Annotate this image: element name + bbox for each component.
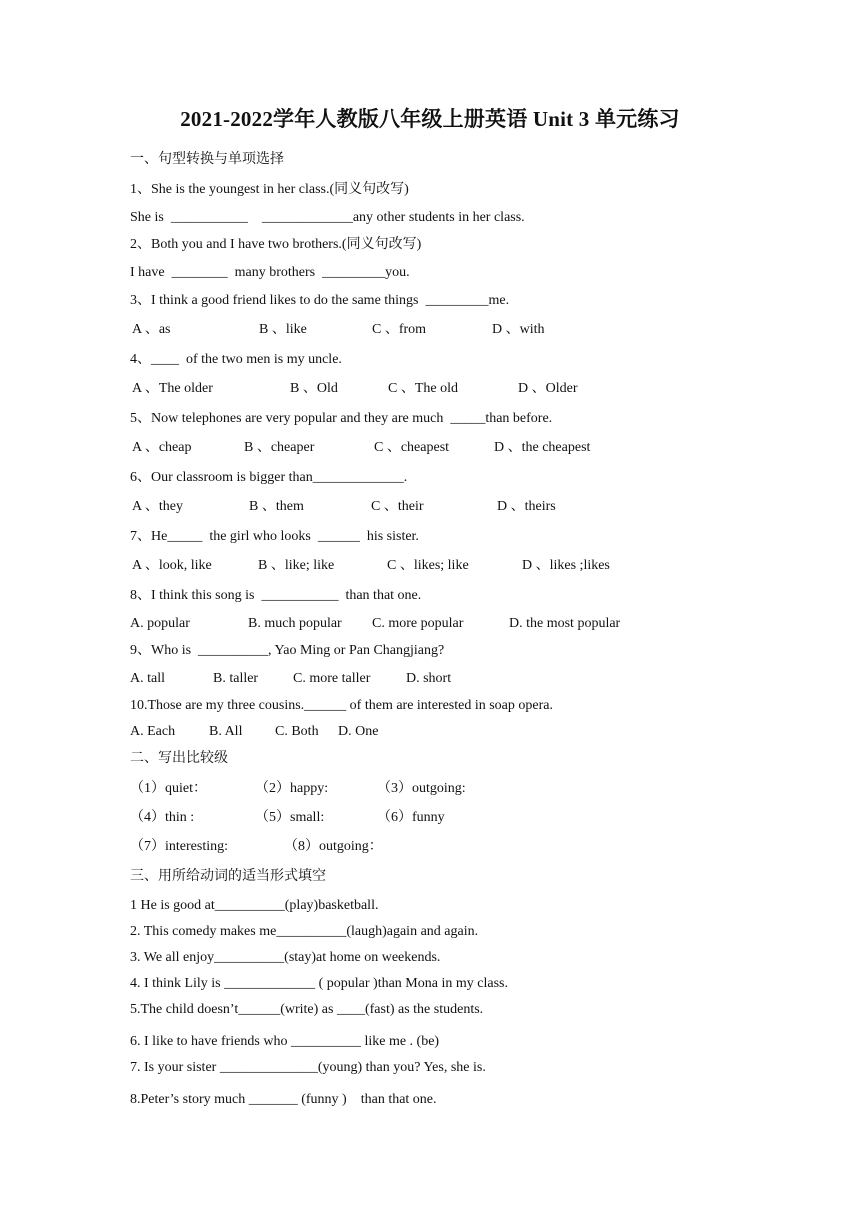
question-10: 10.Those are my three cousins.______ of them are interested in soap opera. <box>130 698 553 713</box>
question-4: 4、____ of the two men is my uncle. <box>130 352 342 367</box>
question-3: 3、I think a good friend likes to do the same things _________me. <box>130 293 510 308</box>
option-d: D 、with <box>492 322 545 337</box>
section-heading-1: 一、句型转换与单项选择 <box>130 152 284 167</box>
fill-in-item: 4. I think Lily is _____________ ( popular )than Mona in my class. <box>130 976 508 991</box>
option-a: A 、look, like <box>132 558 212 573</box>
option-d: D. the most popular <box>509 616 621 631</box>
option-d: D 、likes ;likes <box>522 558 610 573</box>
comparative-item: （6）funny <box>377 810 445 825</box>
option-c: C 、from <box>372 322 427 337</box>
question-6: 6、Our classroom is bigger than_____________. <box>130 470 408 485</box>
option-c: C. more taller <box>293 671 371 686</box>
comparative-item: （1）quiet： <box>130 781 207 796</box>
fill-in-item: 7. Is your sister ______________(young) than you? Yes, she is. <box>130 1060 486 1075</box>
option-b: B 、cheaper <box>244 440 315 455</box>
question-1-answer-line: She is ___________ _____________any other students in her class. <box>130 210 525 225</box>
comparative-item: （3）outgoing: <box>377 781 466 796</box>
option-b: B 、like <box>259 322 307 337</box>
option-c: C. more popular <box>372 616 464 631</box>
comparative-item: （5）small: <box>255 810 325 825</box>
option-d: D. One <box>338 724 379 739</box>
option-a: A 、cheap <box>132 440 192 455</box>
fill-in-item: 1 He is good at__________(play)basketball. <box>130 898 379 913</box>
option-b: B 、Old <box>290 381 338 396</box>
option-a: A. Each <box>130 724 176 739</box>
option-d: D 、theirs <box>497 499 556 514</box>
question-1: 1、She is the youngest in her class.(同义句改写) <box>130 182 409 197</box>
comparative-item: （8）outgoing： <box>284 839 383 854</box>
question-7: 7、He_____ the girl who looks ______ his sister. <box>130 529 419 544</box>
question-2: 2、Both you and I have two brothers.(同义句改写) <box>130 237 422 252</box>
option-b: B 、them <box>249 499 304 514</box>
fill-in-item: 8.Peter’s story much _______ (funny ) than that one. <box>130 1092 437 1107</box>
option-d: D. short <box>406 671 452 686</box>
option-c: C 、likes; like <box>387 558 469 573</box>
option-b: B 、like; like <box>258 558 335 573</box>
fill-in-item: 6. I like to have friends who __________ like me . (be) <box>130 1034 440 1049</box>
option-b: B. much popular <box>248 616 342 631</box>
option-c: C 、The old <box>388 381 458 396</box>
comparative-item: （4）thin : <box>130 810 195 825</box>
fill-in-item: 3. We all enjoy__________(stay)at home on weekends. <box>130 950 441 965</box>
comparative-item: （7）interesting: <box>130 839 228 854</box>
option-b: B. taller <box>213 671 259 686</box>
question-5: 5、Now telephones are very popular and they are much _____than before. <box>130 411 553 426</box>
section-heading-2: 二、写出比较级 <box>130 751 228 766</box>
option-a: A. popular <box>130 616 190 631</box>
question-2-answer-line: I have ________ many brothers _________you. <box>130 265 410 280</box>
option-a: A 、The older <box>132 381 213 396</box>
option-d: D 、Older <box>518 381 578 396</box>
page-title: 2021-2022学年人教版八年级上册英语 Unit 3 单元练习 <box>180 107 680 131</box>
option-c: C 、their <box>371 499 424 514</box>
fill-in-item: 2. This comedy makes me__________(laugh)again and again. <box>130 924 479 939</box>
option-b: B. All <box>209 724 243 739</box>
option-a: A 、they <box>132 499 183 514</box>
option-c: C 、cheapest <box>374 440 450 455</box>
question-8: 8、I think this song is ___________ than that one. <box>130 588 422 603</box>
option-a: A. tall <box>130 671 165 686</box>
option-a: A 、as <box>132 322 171 337</box>
fill-in-item: 5.The child doesn’t______(write) as ____(fast) as the students. <box>130 1002 484 1017</box>
question-9: 9、Who is __________, Yao Ming or Pan Changjiang? <box>130 643 445 658</box>
section-heading-3: 三、用所给动词的适当形式填空 <box>130 869 326 884</box>
option-c: C. Both <box>275 724 319 739</box>
option-d: D 、the cheapest <box>494 440 591 455</box>
comparative-item: （2）happy: <box>255 781 329 796</box>
